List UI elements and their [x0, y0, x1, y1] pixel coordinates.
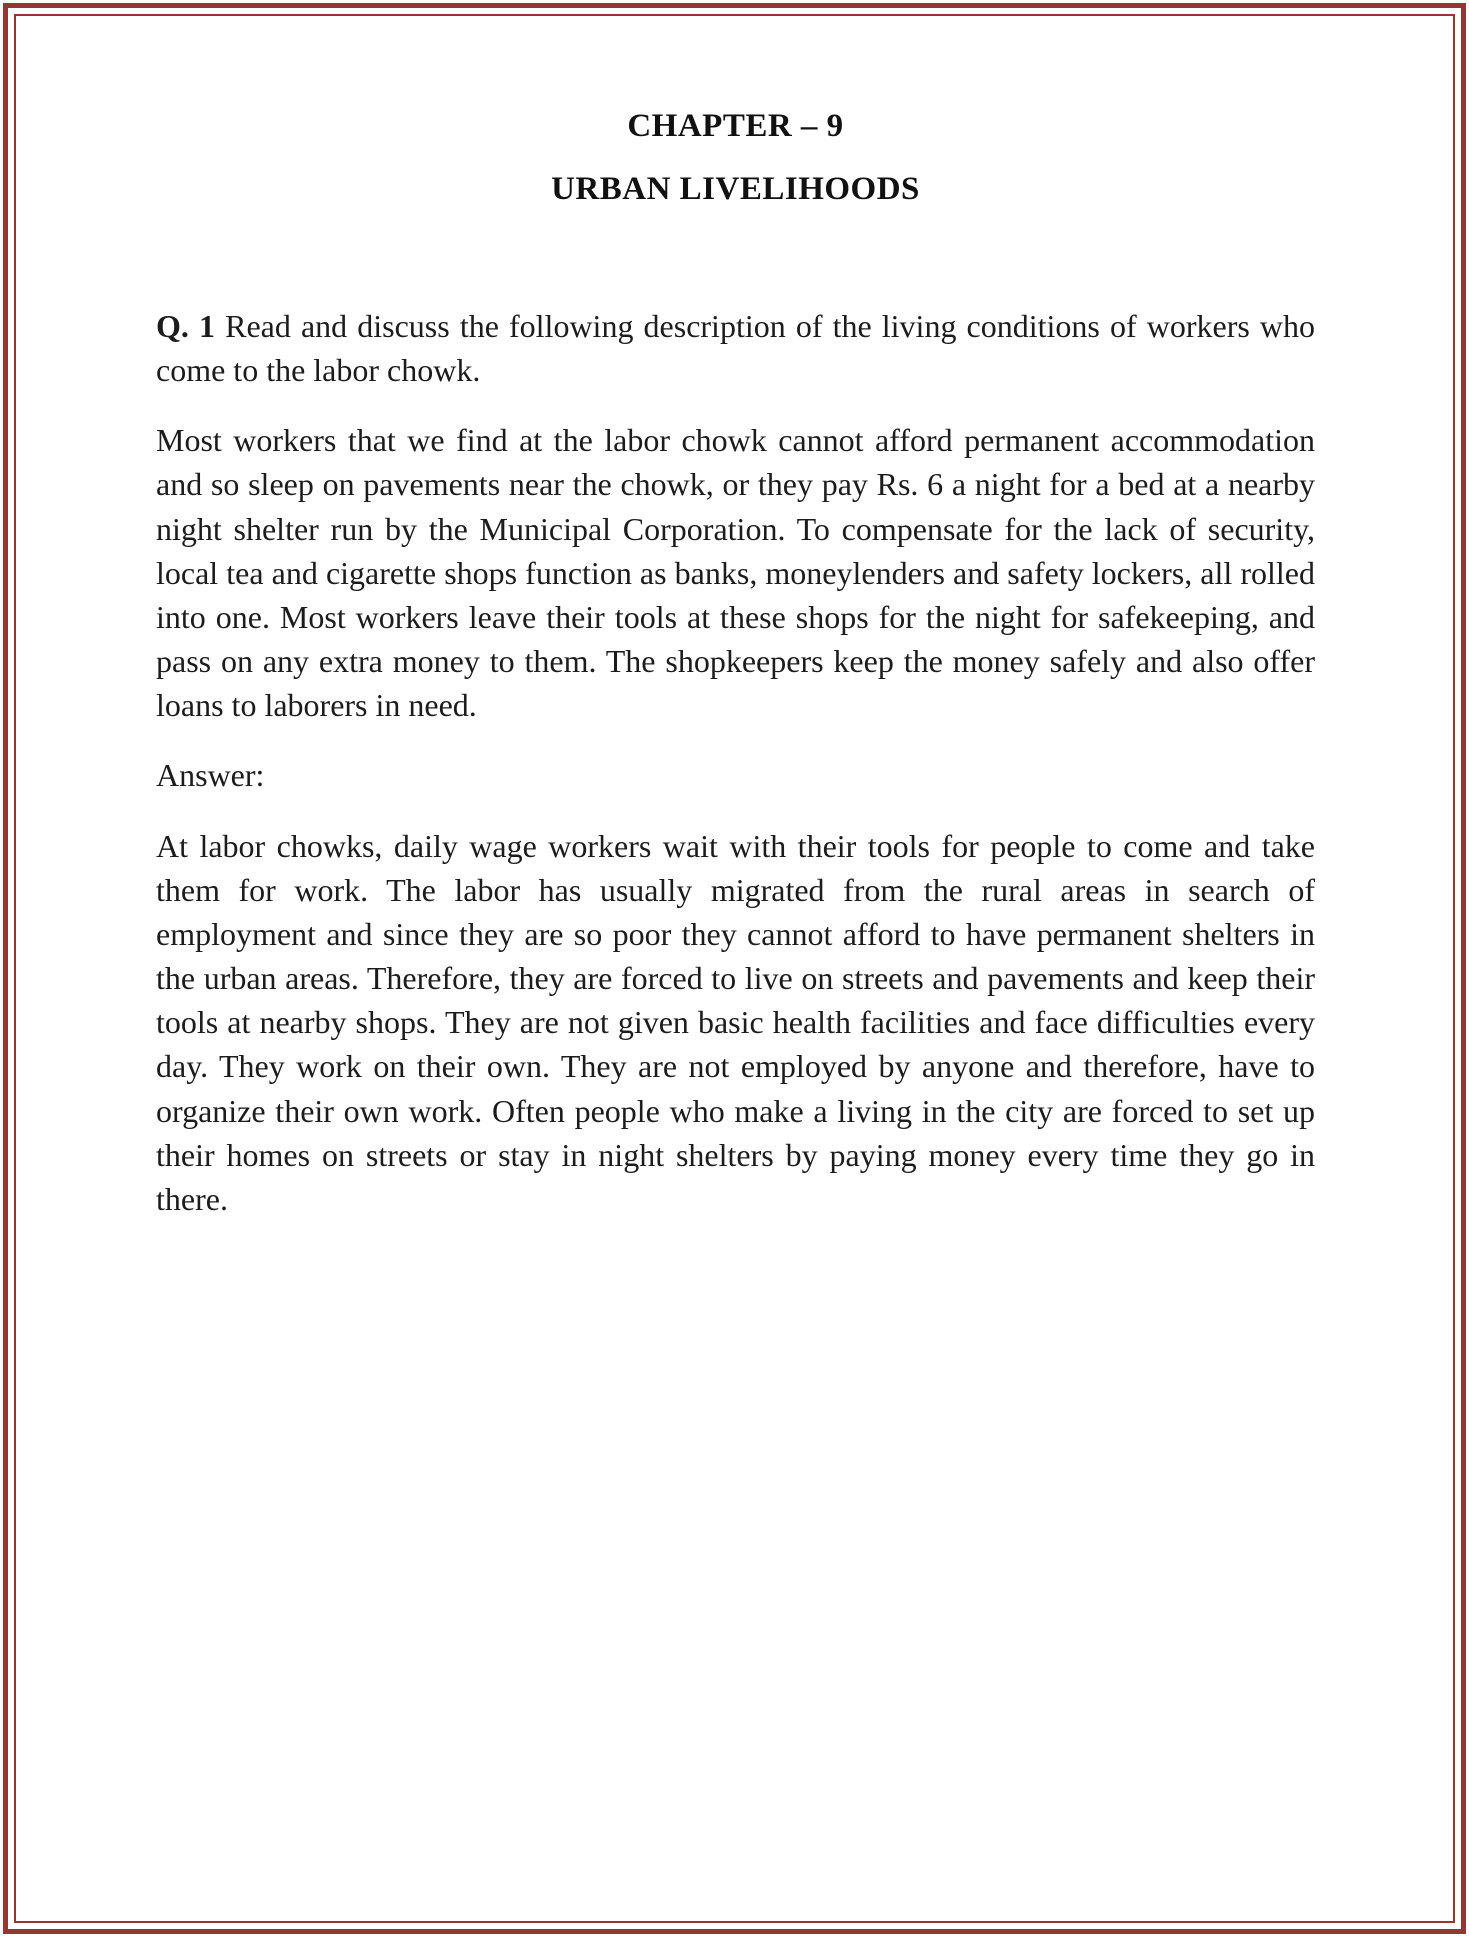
page-border-outer: [3, 3, 1466, 1934]
question-label: Q. 1: [156, 308, 215, 344]
page-border-inner: [14, 14, 1455, 1923]
question-text: Read and discuss the following description of the living conditions of workers who come to the labor chowk.: [156, 308, 1316, 389]
document-body: [156, 304, 1315, 1221]
description-paragraph: Most workers that we find at the labor chowk cannot afford permanent accommodation and so sleep on pavements near the chowk, or they pay Rs. 6 a night for a bed at a nearby night shelter run by the Municipal Corporation. To compensate for the lack of security, local tea and cigarette shops function as banks, moneylenders and safety lockers, all rolled into one. Most workers leave their tools at these shops for the night for safekeeping, and pass on any extra money to them. The shopkeepers keep the money safely and also offer loans to laborers in need.: [156, 422, 1315, 724]
chapter-title: CHAPTER – 9: [627, 108, 844, 144]
question-paragraph: [156, 304, 1315, 392]
chapter-subtitle: URBAN LIVELIHOODS: [551, 171, 920, 207]
page-content: [16, 16, 1453, 1221]
answer-paragraph: At labor chowks, daily wage workers wait with their tools for people to come and take them for work. The labor has usually migrated from the rural areas in search of employment and since they are so poor they cannot afford to have permanent shelters in the urban areas. Therefore, they are forced to live on streets and pavements and keep their tools at nearby shops. They are not given basic health facilities and face difficulties every day. They work on their own. They are not employed by anyone and therefore, have to organize their own work. Often people who make a living in the city are forced to set up their homes on streets or stay in night shelters by paying money every time they go in there.: [156, 827, 1315, 1217]
answer-label: Answer:: [156, 757, 265, 794]
